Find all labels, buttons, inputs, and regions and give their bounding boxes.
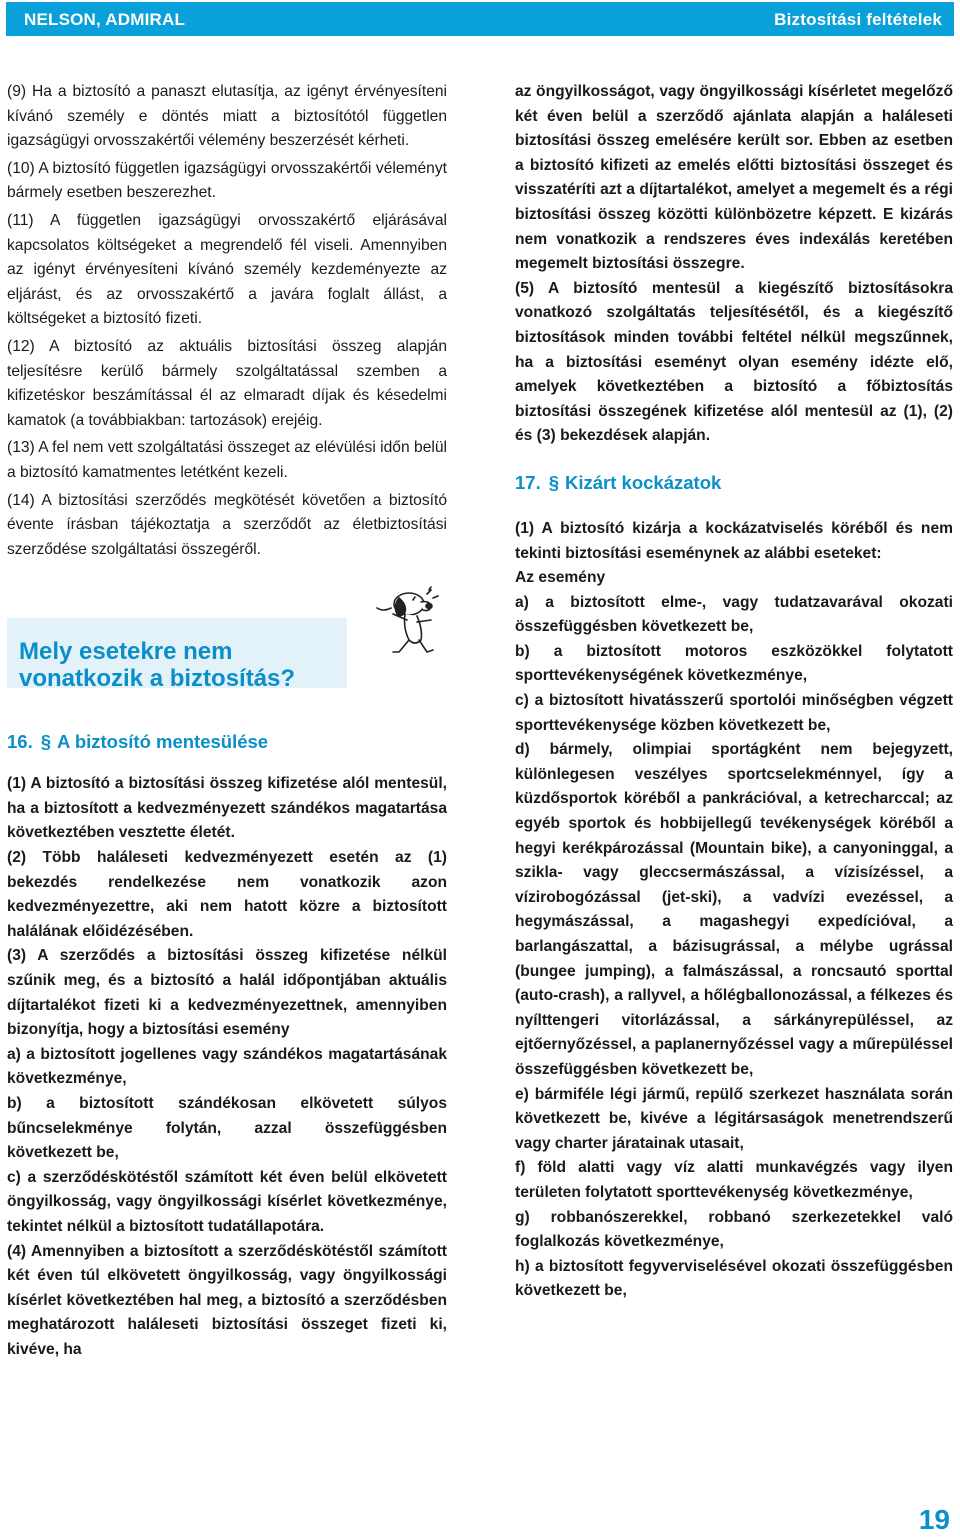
paragraph: f) föld alatti vagy víz alatti munkavégzés vagy ilyen területen folytatott sporttevékenység következménye, [515, 1159, 953, 1201]
section-16-title [7, 730, 447, 754]
paragraph: az öngyilkosságot, vagy öngyilkossági kísérletet megelőző két éven belül a szerződő ajánlata alapján a haláleseti biztosítási összeg emelésére került sor. Ebben az esetben a biztosító kifizeti az emelés előtti biztosítási összeget és visszatéríti azt a díjtartalékot, amelyet a megemelt és a régi biztosítási összeg közötti különbözetre képzett. E kizárás nem vonatkozik a rendszeres éves indexálás keretében megemelt biztosítási összegre. [515, 83, 953, 273]
right-column [515, 80, 953, 1304]
paragraph: a) a biztosított jogellenes vagy szándékos magatartásának következménye, [7, 1045, 447, 1088]
header-right-title: Biztosítási feltételek [774, 10, 942, 29]
section-16-paragraphs [7, 772, 447, 1362]
right-intro-paragraphs [515, 80, 953, 449]
paragraph-symbol: § [548, 471, 560, 493]
paragraph: (1) A biztosító kizárja a kockázatviselés köréből és nem tekinti biztosítási eseménynek az alábbi eseteket: [515, 519, 953, 562]
paragraph: (5) A biztosító mentesül a kiegészítő biztosításokra vonatkozó szolgáltatás teljesítésétől, és a kiegészítő biztosítások minden további feltétel nélkül megszűnnek, ha a biztosítási eseményt olyan esemény idézte elő, amelyek következtében a biztosító a főbiztosítás biztosítási összegének kifizetése alól mentesül az (1), (2) és (3) bekezdések alapján. [515, 279, 953, 445]
paragraph: (4) Amennyiben a biztosított a szerződéskötéstől számított két éven túl elkövetett öngyilkosság, vagy öngyilkossági kísérlet következtében hal meg, a biztosító a szerződésben meghatározott haláleseti biztosítási összeget fizeti ki, kivéve, ha [7, 1242, 447, 1358]
paragraph: (10) A biztosító független igazságügyi orvosszakértői véleményt bármely esetben beszerezhet. [7, 159, 447, 202]
paragraph: a) a biztosított elme-, vagy tudatzavarával okozati összefüggésben következett be, [515, 593, 953, 636]
page-number: 19 [918, 1504, 950, 1535]
paragraph: (9) Ha a biztosító a panaszt elutasítja, az igényt érvényesíteni kívánó személy e döntés miatt a biztosítótól független igazságügyi orvosszakértői vélemény beszerzését kérheti. [7, 83, 447, 150]
paragraph: c) a biztosított hivatásszerű sportolói minőségben végzett sporttevékenysége közben következett be, [515, 692, 953, 734]
paragraph: e) bármiféle légi jármű, repülő szerkezet használata során következett be, kivéve a légitársaságok menetrendszerű vagy charter járatainak utasait, [515, 1085, 953, 1152]
paragraph: d) bármely, olimpiai sportágként nem bejegyzett, különlegesen veszélyes sportcselekménnyel, így a küzdősportok köréből a pankrációval, a ketrecharccal; az egyéb sportok és hobbijellegű tevékenységek köréből a hegyi kerékpározással (Mountain bike), a canyoninggal, a szikla- vagy gleccsermászással, a vízisízéssel, a vízirobogózással (jet-ski), a vadvízi evezéssel, a hegymászással, a magashegyi expedícióval, a barlangászattal, a bázisugrással, a mélybe ugrással (bungee jumping), a falmászással, a roncsautó sporttal (auto-crash), a rallyvel, a hőlégballonozással, a félkezes és nyílttengeri vitorlázással, a sárkányrepüléssel, az ejtőernyőzéssel, a paplanernyőzéssel vagy a műrepüléssel összefüggésben következett be, [515, 741, 953, 1078]
paragraph-symbol: § [40, 731, 52, 753]
section-17-paragraphs [515, 517, 953, 1304]
paragraph: h) a biztosított fegyverviselésével okozati összefüggésben következett be, [515, 1257, 953, 1300]
paragraph: c) a szerződéskötéstől számított két éven belül elkövetett öngyilkosság, vagy öngyilkossági kísérlet következménye, tekintet nélkül a biztosított tudatállapotára. [7, 1168, 447, 1235]
paragraph: (3) A szerződés a biztosítási összeg kifizetése nélkül szűnik meg, és a biztosító a halál időpontjában aktuális díjtartalékot fizeti ki a kedvezményezettnek, amennyiben bizonyítja, hogy a biztosítási esemény [7, 947, 447, 1039]
paragraph: (12) A biztosító az aktuális biztosítási összeg alapján teljesítésre kerülő bármely szolgáltatással szemben a kifizetéskor beszámítással él az elmaradt díjak és késedelmi kamatok (a továbbiakban: tartozások) erejéig. [7, 337, 447, 429]
section-heading: Kizárt kockázatok [565, 471, 722, 493]
paragraph: (1) A biztosító a biztosítási összeg kifizetése alól mentesül, ha a biztosított a kedvezményezett szándékos magatartása következtében vesztette életét. [7, 775, 447, 842]
left-column [7, 80, 447, 1363]
callout [7, 600, 447, 693]
paragraph: g) robbanószerekkel, robbanó szerkezetekkel való foglalkozás következménye, [515, 1208, 953, 1251]
header-left-title: NELSON, ADMIRAL [24, 10, 186, 29]
callout-title: Mely esetekre nem vonatkozik a biztosítás? [19, 638, 296, 693]
snoopy-mascot-icon [371, 586, 441, 666]
paragraph: b) a biztosított szándékosan elkövetett súlyos bűncselekménye folytán, azzal összefüggésben következett be, [7, 1095, 447, 1162]
section-number: 17. [515, 471, 541, 493]
paragraph: b) a biztosított motoros eszközökkel folytatott sporttevékenységének következménye, [515, 642, 953, 685]
callout-box [7, 618, 347, 693]
paragraph: Az esemény [515, 569, 606, 587]
paragraph: (13) A fel nem vett szolgáltatási összeget az elévülési időn belül a biztosító kamatmentes letétként kezeli. [7, 439, 447, 481]
paragraph: (2) Több haláleseti kedvezményezett esetén az (1) bekezdés rendelkezése nem vonatkozik azon kedvezményezettre, aki nem hatott közre a biztosított halálának előidézésében. [7, 849, 447, 940]
section-number: 16. [7, 731, 33, 753]
paragraph: (14) A biztosítási szerződés megkötését követően a biztosító évente írásban tájékoztatja a szerződőt az életbiztosítási szerződése szolgáltatási összegéről. [7, 491, 447, 558]
section-heading: A biztosító mentesülése [57, 731, 269, 753]
paragraph: (11) A független igazságügyi orvosszakértő eljárásával kapcsolatos költségeket a megrendelő fél viseli. Amennyiben az igényt érvényesíteni kívánó személy kezdeményezte az eljárást, és az orvosszakértő a javára foglalt állást, a költségeket a biztosító fizeti. [7, 211, 447, 328]
left-intro-paragraphs [7, 80, 447, 562]
section-17-title [515, 471, 953, 495]
header-bar [6, 2, 954, 36]
